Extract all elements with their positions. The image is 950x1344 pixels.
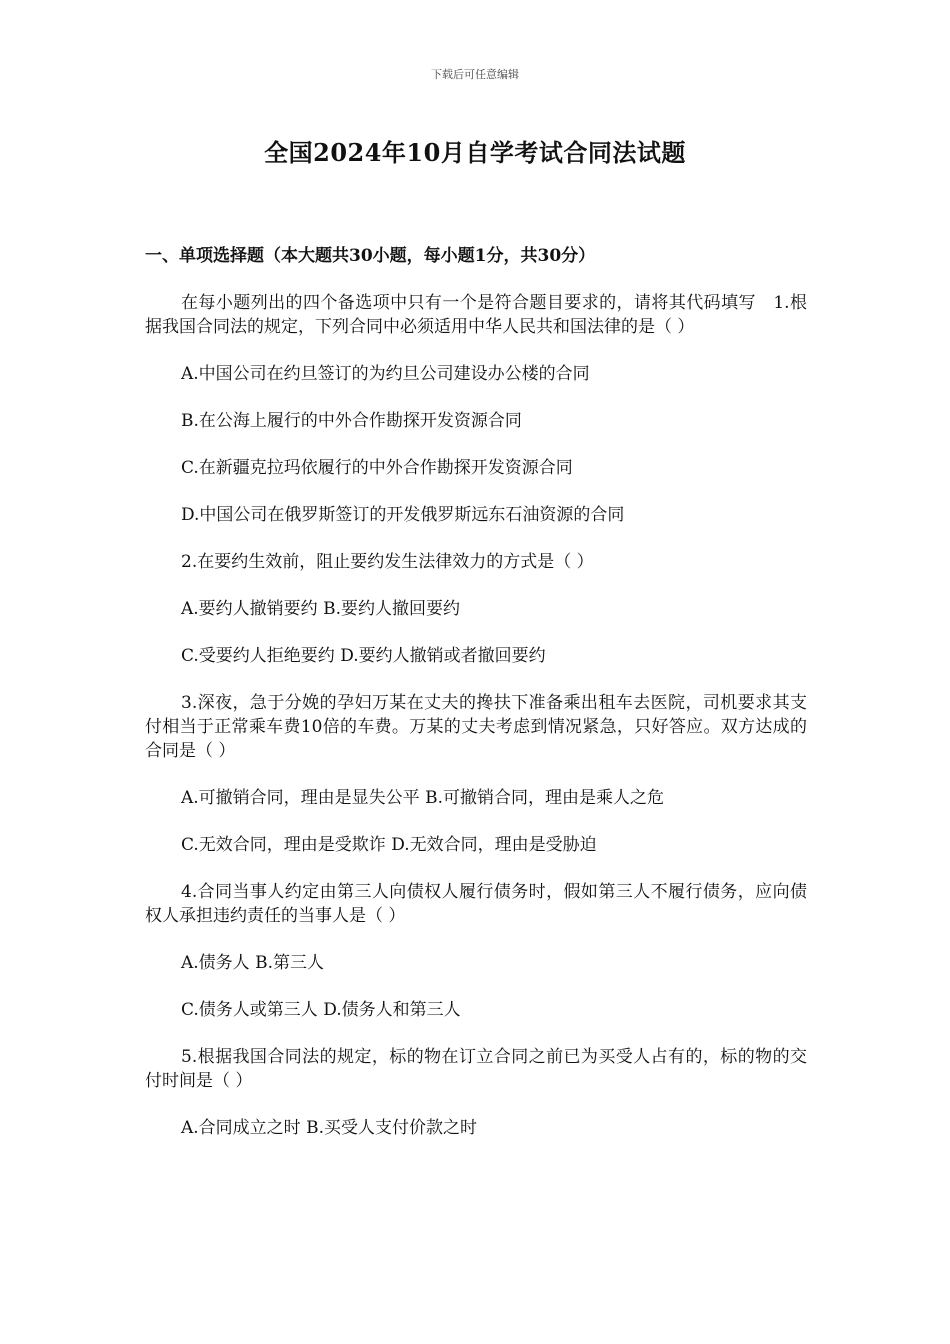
q2-options-cd: C.受要约人拒绝要约 D.要约人撤销或者撤回要约 <box>181 646 546 666</box>
q1-option-b: B.在公海上履行的中外合作勘探开发资源合同 <box>181 411 522 431</box>
q1-option-a: A.中国公司在约旦签订的为约旦公司建设办公楼的合同 <box>181 364 590 384</box>
header-watermark: 下载后可任意编辑 <box>431 68 519 81</box>
q1-option-d: D.中国公司在俄罗斯签订的开发俄罗斯远东石油资源的合同 <box>181 505 625 525</box>
document-body <box>145 244 807 1163</box>
q4-options-ab: A.债务人 B.第三人 <box>181 953 324 973</box>
q1-option-c: C.在新疆克拉玛依履行的中外合作勘探开发资源合同 <box>181 458 573 478</box>
question-2: 2.在要约生效前，阻止要约发生法律效力的方式是（ ） <box>181 552 594 572</box>
question-3: 3.深夜，急于分娩的孕妇万某在丈夫的搀扶下准备乘出租车去医院，司机要求其支付相当于正常乘车费10倍的车费。万某的丈夫考虑到情况紧急，只好答应。双方达成的合同是（ ） <box>145 693 807 761</box>
q2-options-ab: A.要约人撤销要约 B.要约人撤回要约 <box>181 599 460 619</box>
q3-options-ab: A.可撤销合同，理由是显失公平 B.可撤销合同，理由是乘人之危 <box>181 788 664 808</box>
question-4: 4.合同当事人约定由第三人向债权人履行债务时，假如第三人不履行债务，应向债权人承担违约责任的当事人是（ ） <box>145 882 807 926</box>
q3-options-cd: C.无效合同，理由是受欺诈 D.无效合同，理由是受胁迫 <box>181 835 597 855</box>
q5-options-ab: A.合同成立之时 B.买受人支付价款之时 <box>181 1118 477 1138</box>
question-5: 5.根据我国合同法的规定，标的物在订立合同之前已为买受人占有的，标的物的交付时间是（ ） <box>145 1047 807 1091</box>
section-heading: 一、单项选择题（本大题共30小题，每小题1分，共30分） <box>145 246 596 266</box>
instruction-question-1: 在每小题列出的四个备选项中只有一个是符合题目要求的，请将其代码填写 1.根据我国合同法的规定，下列合同中必须适用中华人民共和国法律的是（ ） <box>145 293 807 337</box>
page-title: 全国2024年10月自学考试合同法试题 <box>264 138 686 167</box>
q4-options-cd: C.债务人或第三人 D.债务人和第三人 <box>181 1000 461 1020</box>
